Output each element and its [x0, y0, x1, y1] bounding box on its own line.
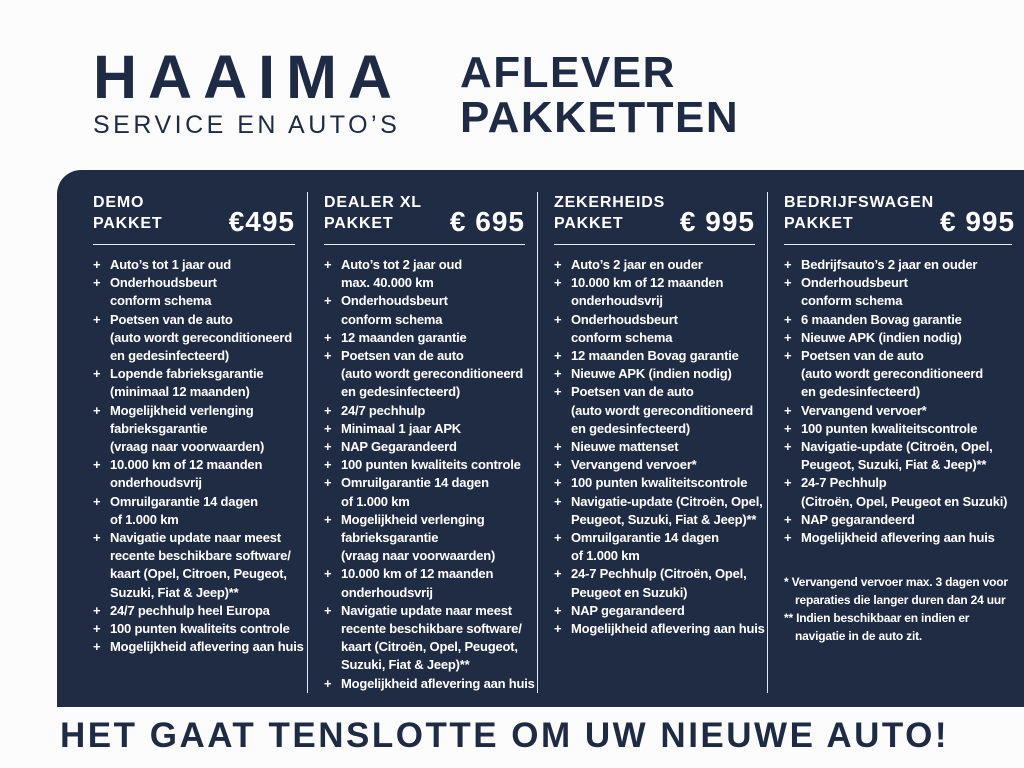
package-column-zekerheids-pakket: [537, 192, 767, 693]
feature-item: [784, 256, 1012, 274]
package-name-line: PAKKET: [784, 215, 854, 232]
feature-line: Poetsen van de auto: [571, 384, 694, 400]
feature-text: [571, 565, 755, 601]
feature-item: [324, 256, 525, 292]
feature-text: [341, 456, 525, 474]
plus-bullet-icon: +: [324, 511, 332, 527]
feature-item: [784, 329, 1012, 347]
feature-item: [93, 274, 295, 310]
feature-line: NAP Gegarandeerd: [341, 439, 457, 455]
feature-text: [801, 329, 1012, 347]
feature-text: [341, 565, 525, 601]
feature-line: Omruilgarantie 14 dagen: [571, 530, 719, 546]
feature-item: [93, 311, 295, 366]
page-title: [460, 50, 739, 140]
package-price: €495: [228, 206, 295, 237]
plus-bullet-icon: +: [93, 493, 101, 509]
plus-bullet-icon: +: [93, 257, 101, 272]
plus-bullet-icon: +: [554, 566, 562, 582]
feature-list: [784, 256, 1012, 547]
plus-bullet-icon: +: [554, 493, 562, 509]
package-column-bedrijfswagen-pakket: [767, 192, 1024, 693]
feature-line: Lopende fabrieksgarantie: [110, 366, 264, 382]
feature-item: [784, 474, 1012, 510]
feature-text: [341, 420, 525, 438]
feature-text: [341, 438, 525, 456]
feature-line: Nieuwe APK (indien nodig): [801, 329, 962, 345]
feature-line: Auto’s 2 jaar en ouder: [571, 257, 703, 272]
feature-item: [554, 274, 755, 310]
feature-item: [554, 602, 755, 620]
feature-text: [571, 602, 755, 620]
feature-line: Suzuki, Fiat & Jeep)**: [341, 657, 470, 673]
feature-text: [110, 529, 295, 602]
feature-line: onderhoudsvrij: [571, 293, 663, 309]
page-title-line2: PAKKETTEN: [460, 93, 740, 142]
feature-text: [341, 675, 535, 693]
feature-text: [571, 529, 755, 565]
package-name-line: PAKKET: [324, 215, 394, 232]
package-name-line: ZEKERHEIDS: [554, 194, 666, 211]
plus-bullet-icon: +: [784, 275, 792, 291]
plus-bullet-icon: +: [324, 348, 332, 364]
plus-bullet-icon: +: [784, 439, 792, 455]
feature-line: Mogelijkheid verlenging: [110, 402, 254, 418]
feature-line: onderhoudsvrij: [110, 475, 202, 491]
feature-list: [324, 256, 535, 693]
plus-bullet-icon: +: [324, 457, 332, 473]
feature-line: Mogelijkheid aflevering aan huis: [341, 675, 535, 691]
feature-line: Nieuwe mattenset: [571, 439, 679, 455]
feature-item: [324, 456, 525, 474]
package-header: [93, 192, 295, 237]
feature-item: [93, 620, 295, 638]
feature-line: max. 40.000 km: [341, 275, 434, 291]
feature-text: [341, 402, 525, 420]
feature-item: [554, 347, 755, 365]
plus-bullet-icon: +: [784, 511, 792, 527]
plus-bullet-icon: +: [784, 402, 792, 418]
footnote-line: ** Indien beschikbaar en indien er: [784, 611, 970, 626]
feature-line: 10.000 km of 12 maanden: [341, 566, 494, 582]
feature-text: [801, 438, 1012, 474]
feature-text: [341, 602, 525, 675]
feature-line: (vraag naar voorwaarden): [110, 439, 265, 455]
feature-line: of 1.000 km: [341, 493, 410, 509]
package-name: [784, 192, 934, 234]
feature-line: en gedesinfecteerd): [801, 384, 921, 400]
footnote: [784, 609, 1012, 645]
feature-line: (auto wordt gereconditioneerd: [341, 366, 523, 382]
feature-line: Onderhoudsbeurt: [110, 275, 217, 291]
feature-item: [784, 347, 1012, 402]
feature-line: en gedesinfecteerd): [571, 420, 691, 436]
feature-line: Navigatie update naar meest: [341, 602, 512, 618]
feature-line: Nieuwe APK (indien nodig): [571, 366, 732, 382]
header-divider: [784, 244, 1012, 245]
feature-item: [324, 292, 525, 328]
feature-line: NAP gegarandeerd: [801, 511, 915, 527]
feature-text: [110, 493, 295, 529]
feature-item: [93, 256, 295, 274]
feature-item: [93, 402, 295, 457]
plus-bullet-icon: +: [554, 439, 562, 455]
feature-item: [554, 493, 763, 529]
feature-item: [93, 365, 295, 401]
feature-line: (auto wordt gereconditioneerd: [110, 329, 292, 345]
feature-item: [93, 493, 295, 529]
feature-item: [324, 438, 525, 456]
feature-item: [324, 402, 525, 420]
feature-text: [801, 529, 1012, 547]
feature-line: of 1.000 km: [571, 548, 640, 564]
feature-line: fabrieksgarantie: [341, 530, 439, 546]
feature-text: [801, 402, 1012, 420]
feature-item: [93, 638, 304, 656]
package-name-line: DEMO: [93, 194, 145, 211]
plus-bullet-icon: +: [324, 402, 332, 418]
feature-line: (Citroën, Opel, Peugeot en Suzuki): [801, 493, 1008, 509]
plus-bullet-icon: +: [93, 311, 101, 327]
feature-item: [93, 456, 295, 492]
feature-line: (vraag naar voorwaarden): [341, 548, 496, 564]
feature-text: [341, 511, 525, 566]
package-price: € 695: [449, 206, 525, 237]
feature-item: [554, 438, 755, 456]
feature-line: onderhoudsvrij: [341, 584, 433, 600]
feature-item: [554, 529, 755, 565]
footnotes: [784, 573, 1012, 645]
plus-bullet-icon: +: [784, 530, 792, 546]
feature-line: Onderhoudsbeurt: [341, 293, 448, 309]
plus-bullet-icon: +: [784, 257, 792, 272]
feature-line: recente beschikbare software/: [341, 621, 522, 637]
feature-item: [93, 529, 295, 602]
feature-text: [110, 256, 295, 274]
footer-slogan: HET GAAT TENSLOTTE OM UW NIEUWE AUTO!: [60, 716, 950, 755]
feature-list: [93, 256, 304, 656]
feature-line: kaart (Opel, Citroen, Peugeot,: [110, 566, 287, 582]
feature-item: [554, 311, 755, 347]
feature-line: Onderhoudsbeurt: [801, 275, 908, 291]
brand-name: HAAIMA: [93, 43, 403, 111]
feature-text: [341, 256, 525, 292]
feature-line: Auto’s tot 2 jaar oud: [341, 257, 462, 272]
plus-bullet-icon: +: [324, 293, 332, 309]
feature-line: Omruilgarantie 14 dagen: [341, 475, 489, 491]
package-column-demo-pakket: [57, 192, 307, 693]
feature-text: [110, 456, 295, 492]
feature-item: [784, 420, 1012, 438]
plus-bullet-icon: +: [324, 475, 332, 491]
package-name: [93, 192, 162, 234]
feature-line: Navigatie update naar meest: [110, 530, 281, 546]
plus-bullet-icon: +: [324, 439, 332, 455]
feature-text: [571, 274, 755, 310]
plus-bullet-icon: +: [93, 639, 101, 655]
feature-line: Onderhoudsbeurt: [571, 311, 678, 327]
packages-panel: [57, 170, 1024, 707]
feature-line: Mogelijkheid aflevering aan huis: [571, 621, 765, 637]
feature-text: [341, 292, 525, 328]
feature-text: [801, 420, 1012, 438]
feature-item: [554, 256, 755, 274]
plus-bullet-icon: +: [93, 530, 101, 546]
feature-line: 10.000 km of 12 maanden: [571, 275, 724, 291]
feature-line: Poetsen van de auto: [110, 311, 233, 327]
feature-item: [784, 529, 1012, 547]
plus-bullet-icon: +: [324, 329, 332, 345]
feature-item: [324, 420, 525, 438]
footnote-line: * Vervangend vervoer max. 3 dagen voor: [784, 575, 1008, 590]
feature-item: [93, 602, 295, 620]
package-name-line: BEDRIJFSWAGEN: [784, 194, 934, 211]
feature-line: Vervangend vervoer*: [801, 402, 927, 418]
plus-bullet-icon: +: [324, 566, 332, 582]
feature-line: 100 punten kwaliteits controle: [110, 621, 290, 637]
feature-item: [324, 675, 535, 693]
feature-line: recente beschikbare software/: [110, 548, 291, 564]
plus-bullet-icon: +: [784, 420, 792, 436]
package-name: [554, 192, 665, 234]
feature-item: [554, 456, 755, 474]
package-column-dealer-xl-pakket: [307, 192, 537, 693]
feature-line: Omruilgarantie 14 dagen: [110, 493, 258, 509]
feature-line: 100 punten kwaliteitscontrole: [571, 475, 748, 491]
feature-line: of 1.000 km: [110, 511, 179, 527]
feature-text: [341, 347, 525, 402]
feature-item: [784, 274, 1012, 310]
feature-list: [554, 256, 765, 638]
header-divider: [324, 244, 525, 245]
plus-bullet-icon: +: [554, 457, 562, 473]
feature-text: [571, 456, 755, 474]
feature-item: [554, 620, 765, 638]
plus-bullet-icon: +: [784, 329, 792, 345]
feature-text: [110, 365, 295, 401]
feature-text: [801, 274, 1012, 310]
feature-line: NAP gegarandeerd: [571, 602, 685, 618]
feature-text: [110, 620, 295, 638]
footnote-line: navigatie in de auto zit.: [795, 629, 923, 644]
feature-item: [554, 365, 755, 383]
feature-line: 10.000 km of 12 maanden: [110, 457, 263, 473]
plus-bullet-icon: +: [93, 402, 101, 418]
feature-line: 100 punten kwaliteitscontrole: [801, 420, 978, 436]
feature-line: Peugeot, Suzuki, Fiat & Jeep)**: [571, 511, 757, 527]
plus-bullet-icon: +: [554, 257, 562, 272]
feature-item: [554, 383, 755, 438]
brand-logo: [93, 43, 403, 140]
feature-line: 24/7 pechhulp heel Europa: [110, 602, 270, 618]
feature-item: [324, 347, 525, 402]
feature-text: [571, 347, 755, 365]
plus-bullet-icon: +: [554, 621, 562, 637]
plus-bullet-icon: +: [554, 348, 562, 364]
plus-bullet-icon: +: [554, 602, 562, 618]
feature-item: [324, 474, 525, 510]
feature-item: [784, 511, 1012, 529]
plus-bullet-icon: +: [784, 348, 792, 364]
feature-text: [801, 474, 1012, 510]
feature-text: [801, 347, 1012, 402]
feature-item: [324, 329, 525, 347]
feature-text: [801, 311, 1012, 329]
feature-item: [784, 438, 1012, 474]
plus-bullet-icon: +: [93, 275, 101, 291]
plus-bullet-icon: +: [554, 311, 562, 327]
feature-item: [554, 565, 755, 601]
feature-line: (minimaal 12 maanden): [110, 384, 250, 400]
package-name: [324, 192, 422, 234]
feature-line: en gedesinfecteerd): [341, 384, 461, 400]
package-name-line: PAKKET: [93, 215, 163, 232]
feature-text: [571, 383, 755, 438]
feature-text: [341, 329, 525, 347]
feature-line: en gedesinfecteerd): [110, 348, 230, 364]
plus-bullet-icon: +: [554, 384, 562, 400]
feature-line: 24-7 Pechhulp (Citroën, Opel,: [571, 566, 747, 582]
feature-text: [571, 438, 755, 456]
plus-bullet-icon: +: [324, 675, 332, 691]
plus-bullet-icon: +: [93, 457, 101, 473]
package-price: € 995: [939, 206, 1016, 237]
feature-item: [784, 402, 1012, 420]
feature-item: [324, 565, 525, 601]
feature-line: 100 punten kwaliteits controle: [341, 457, 521, 473]
plus-bullet-icon: +: [554, 366, 562, 382]
feature-line: Mogelijkheid verlenging: [341, 511, 485, 527]
feature-text: [571, 620, 765, 638]
feature-line: Suzuki, Fiat & Jeep)**: [110, 584, 239, 600]
feature-item: [324, 602, 525, 675]
plus-bullet-icon: +: [324, 420, 332, 436]
header-divider: [554, 244, 755, 245]
plus-bullet-icon: +: [324, 602, 332, 618]
feature-text: [341, 474, 525, 510]
feature-line: 12 maanden garantie: [341, 329, 467, 345]
feature-item: [784, 311, 1012, 329]
feature-text: [110, 311, 295, 366]
package-price: € 995: [679, 206, 755, 237]
plus-bullet-icon: +: [554, 275, 562, 291]
feature-line: 6 maanden Bovag garantie: [801, 311, 962, 327]
feature-text: [801, 511, 1012, 529]
feature-line: Peugeot en Suzuki): [571, 584, 688, 600]
plus-bullet-icon: +: [93, 602, 101, 618]
plus-bullet-icon: +: [93, 621, 101, 637]
feature-line: Navigatie-update (Citroën, Opel,: [571, 493, 763, 509]
feature-line: conform schema: [341, 311, 443, 327]
feature-line: Navigatie-update (Citroën, Opel,: [801, 439, 993, 455]
feature-item: [324, 511, 525, 566]
feature-text: [801, 256, 1012, 274]
package-header: [554, 192, 755, 237]
feature-line: Vervangend vervoer*: [571, 457, 697, 473]
plus-bullet-icon: +: [554, 475, 562, 491]
footnote: [784, 573, 1012, 609]
feature-text: [571, 311, 755, 347]
feature-line: fabrieksgarantie: [110, 420, 208, 436]
feature-line: kaart (Citroën, Opel, Peugeot,: [341, 639, 518, 655]
feature-line: conform schema: [571, 329, 673, 345]
feature-line: Bedrijfsauto’s 2 jaar en ouder: [801, 257, 978, 272]
header-divider: [93, 244, 295, 245]
plus-bullet-icon: +: [93, 366, 101, 382]
plus-bullet-icon: +: [784, 311, 792, 327]
feature-line: Auto’s tot 1 jaar oud: [110, 257, 231, 272]
feature-line: Peugeot, Suzuki, Fiat & Jeep)**: [801, 457, 987, 473]
feature-text: [571, 256, 755, 274]
feature-line: 12 maanden Bovag garantie: [571, 348, 739, 364]
feature-line: conform schema: [110, 293, 212, 309]
plus-bullet-icon: +: [324, 257, 332, 272]
package-name-line: DEALER XL: [324, 194, 422, 211]
feature-line: (auto wordt gereconditioneerd: [571, 402, 753, 418]
feature-line: Mogelijkheid aflevering aan huis: [801, 530, 995, 546]
feature-line: Poetsen van de auto: [801, 348, 924, 364]
feature-line: Minimaal 1 jaar APK: [341, 420, 461, 436]
footnote-line: reparaties die langer duren dan 24 uur: [795, 593, 1006, 608]
feature-text: [571, 365, 755, 383]
feature-line: Poetsen van de auto: [341, 348, 464, 364]
feature-text: [110, 274, 295, 310]
plus-bullet-icon: +: [554, 530, 562, 546]
feature-text: [110, 638, 304, 656]
feature-text: [571, 474, 755, 492]
page-title-line1: AFLEVER: [460, 48, 676, 97]
plus-bullet-icon: +: [784, 475, 792, 491]
feature-line: 24-7 Pechhulp: [801, 475, 887, 491]
package-header: [784, 192, 1016, 237]
feature-line: conform schema: [801, 293, 903, 309]
feature-text: [110, 602, 295, 620]
package-name-line: PAKKET: [554, 215, 624, 232]
feature-text: [571, 493, 763, 529]
brand-tagline: SERVICE EN AUTO’S: [93, 111, 401, 140]
feature-line: 24/7 pechhulp: [341, 402, 426, 418]
package-header: [324, 192, 525, 237]
feature-text: [110, 402, 295, 457]
feature-item: [554, 474, 755, 492]
feature-line: Mogelijkheid aflevering aan huis: [110, 639, 304, 655]
feature-line: (auto wordt gereconditioneerd: [801, 366, 983, 382]
